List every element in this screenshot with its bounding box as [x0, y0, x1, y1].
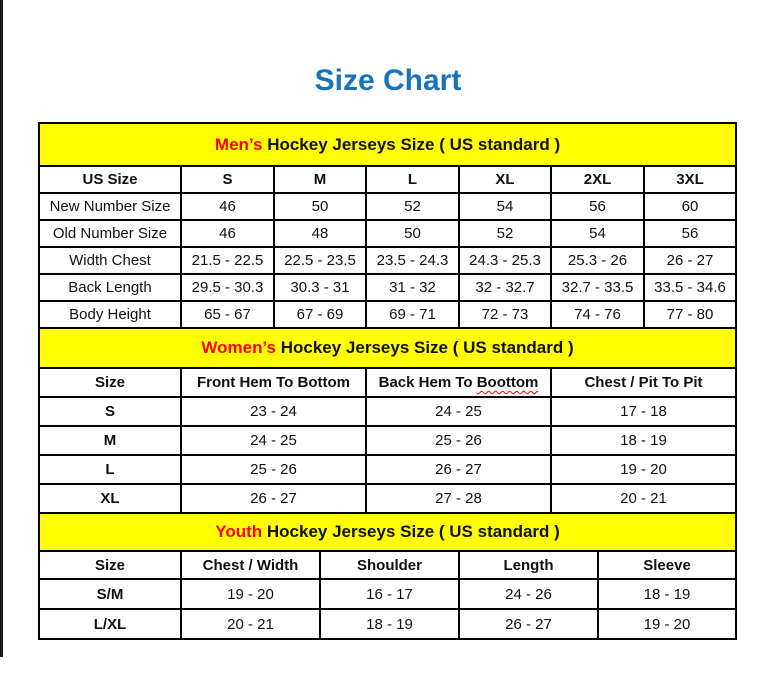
cell: 19 - 20 [598, 609, 736, 639]
cell: 26 - 27 [366, 455, 551, 484]
womens-section-rest: Hockey Jerseys Size ( US standard ) [276, 338, 574, 357]
row-label: Width Chest [39, 247, 181, 274]
table-row [39, 247, 736, 274]
mens-column-header-row [39, 166, 736, 193]
row-label: L [39, 455, 181, 484]
cell: 77 - 80 [644, 301, 736, 328]
cell: 52 [366, 193, 459, 220]
cell: 65 - 67 [181, 301, 274, 328]
cell: 25.3 - 26 [551, 247, 644, 274]
column-header: 3XL [644, 166, 736, 193]
back-hem-misspelled-word: Boottom [476, 374, 539, 391]
mens-section-header [39, 123, 736, 166]
cell: 32 - 32.7 [459, 274, 551, 301]
cell: 26 - 27 [459, 609, 598, 639]
cell: 60 [644, 193, 736, 220]
cell: 31 - 32 [366, 274, 459, 301]
cell: 26 - 27 [181, 484, 366, 513]
cell: 56 [644, 220, 736, 247]
table-row [39, 455, 736, 484]
column-header: Size [39, 368, 181, 397]
column-header: 2XL [551, 166, 644, 193]
column-header: Sleeve [598, 551, 736, 579]
row-label: Back Length [39, 274, 181, 301]
womens-section-highlight: Women’s [201, 338, 276, 357]
cell: 74 - 76 [551, 301, 644, 328]
column-header: US Size [39, 166, 181, 193]
column-header: Chest / Width [181, 551, 320, 579]
table-row [39, 301, 736, 328]
column-header: Chest / Pit To Pit [551, 368, 736, 397]
youth-size-table [38, 512, 737, 640]
row-label: Body Height [39, 301, 181, 328]
row-label: S/M [39, 579, 181, 609]
size-chart-tables [38, 122, 735, 640]
column-header-misspelled [366, 368, 551, 397]
cell: 25 - 26 [181, 455, 366, 484]
row-label: L/XL [39, 609, 181, 639]
column-header: M [274, 166, 366, 193]
cell: 23.5 - 24.3 [366, 247, 459, 274]
womens-section-header [39, 328, 736, 368]
cell: 21.5 - 22.5 [181, 247, 274, 274]
table-row [39, 397, 736, 426]
cell: 48 [274, 220, 366, 247]
cell: 24 - 26 [459, 579, 598, 609]
row-label: M [39, 426, 181, 455]
mens-section-rest: Hockey Jerseys Size ( US standard ) [262, 134, 561, 154]
cell: 54 [551, 220, 644, 247]
youth-section-header [39, 513, 736, 551]
cell: 52 [459, 220, 551, 247]
cell: 46 [181, 193, 274, 220]
cell: 32.7 - 33.5 [551, 274, 644, 301]
table-row [39, 220, 736, 247]
table-row [39, 579, 736, 609]
table-row [39, 484, 736, 513]
cell: 56 [551, 193, 644, 220]
cell: 30.3 - 31 [274, 274, 366, 301]
youth-section-rest: Hockey Jerseys Size ( US standard ) [262, 522, 560, 541]
cell: 22.5 - 23.5 [274, 247, 366, 274]
cell: 25 - 26 [366, 426, 551, 455]
cell: 33.5 - 34.6 [644, 274, 736, 301]
row-label: Old Number Size [39, 220, 181, 247]
cell: 20 - 21 [551, 484, 736, 513]
table-row [39, 609, 736, 639]
cell: 18 - 19 [551, 426, 736, 455]
cell: 17 - 18 [551, 397, 736, 426]
cell: 24 - 25 [181, 426, 366, 455]
cell: 24.3 - 25.3 [459, 247, 551, 274]
womens-size-table [38, 327, 737, 514]
cell: 72 - 73 [459, 301, 551, 328]
table-row [39, 274, 736, 301]
cell: 18 - 19 [598, 579, 736, 609]
cell: 54 [459, 193, 551, 220]
cell: 50 [274, 193, 366, 220]
page-title: Size Chart [314, 64, 462, 97]
mens-section-header-cell [39, 123, 736, 166]
womens-section-header-cell [39, 328, 736, 368]
column-header: Shoulder [320, 551, 459, 579]
cell: 67 - 69 [274, 301, 366, 328]
column-header: Front Hem To Bottom [181, 368, 366, 397]
cell: 18 - 19 [320, 609, 459, 639]
youth-column-header-row [39, 551, 736, 579]
cell: 24 - 25 [366, 397, 551, 426]
cell: 19 - 20 [551, 455, 736, 484]
cell: 50 [366, 220, 459, 247]
row-label: New Number Size [39, 193, 181, 220]
cell: 20 - 21 [181, 609, 320, 639]
row-label: S [39, 397, 181, 426]
cell: 23 - 24 [181, 397, 366, 426]
cell: 19 - 20 [181, 579, 320, 609]
row-label: XL [39, 484, 181, 513]
column-header: L [366, 166, 459, 193]
column-header: S [181, 166, 274, 193]
youth-section-header-cell [39, 513, 736, 551]
cell: 16 - 17 [320, 579, 459, 609]
table-row [39, 426, 736, 455]
column-header: Size [39, 551, 181, 579]
cell: 29.5 - 30.3 [181, 274, 274, 301]
mens-section-highlight: Men’s [214, 134, 263, 154]
cell: 46 [181, 220, 274, 247]
column-header: Length [459, 551, 598, 579]
back-hem-prefix: Back Hem To [378, 374, 477, 391]
cell: 69 - 71 [366, 301, 459, 328]
cell: 27 - 28 [366, 484, 551, 513]
left-edge-bar [0, 0, 3, 657]
womens-column-header-row [39, 368, 736, 397]
column-header: XL [459, 166, 551, 193]
youth-section-highlight: Youth [215, 522, 263, 541]
table-row [39, 193, 736, 220]
mens-size-table [38, 122, 737, 329]
cell: 26 - 27 [644, 247, 736, 274]
